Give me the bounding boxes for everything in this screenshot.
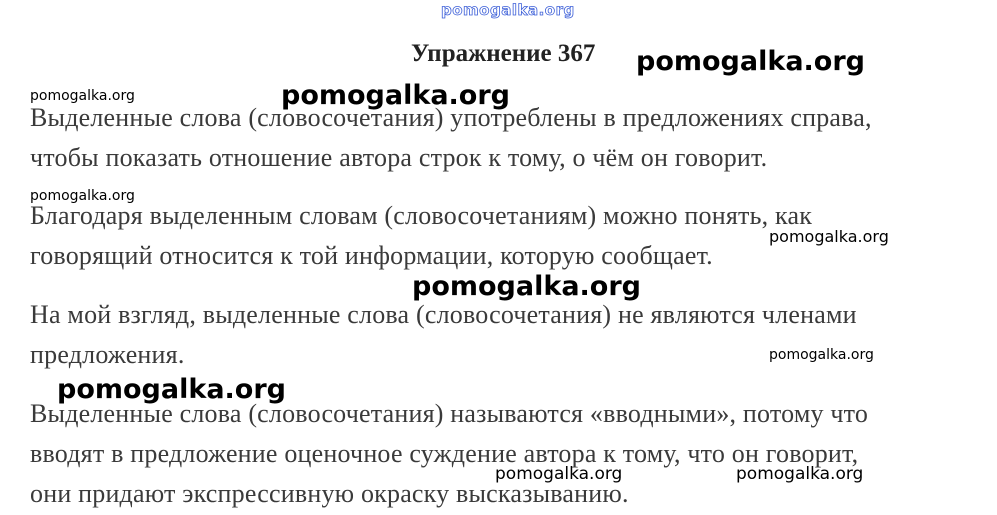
paragraph-1: [30, 98, 872, 178]
paragraph-line: они придают экспрессивную окраску высказыванию.: [30, 479, 629, 508]
paragraph-line: Благодаря выделенным словам (словосочетаниям) можно понять, как: [30, 201, 813, 230]
paragraph-line: Выделенные слова (словосочетания) называются «вводными», потому что: [30, 399, 869, 428]
top-watermark: pomogalka.org: [441, 1, 575, 19]
watermark-title-right: pomogalka.org: [636, 46, 865, 77]
watermark-bottom-2: pomogalka.org: [736, 464, 864, 484]
exercise-title: Упражнение 367: [411, 40, 596, 67]
watermark-big-2: pomogalka.org: [412, 271, 641, 302]
paragraph-line: вводят в предложение оценочное суждение автора к тому, что он говорит,: [30, 439, 859, 468]
paragraph-4: [30, 394, 868, 514]
paragraph-line: предложения.: [30, 340, 185, 369]
watermark-right-2: pomogalka.org: [769, 227, 889, 246]
paragraph-2: [30, 196, 812, 276]
watermark-big-1: pomogalka.org: [281, 80, 510, 111]
paragraph-line: говорящий относится к той информации, которую сообщает.: [30, 241, 713, 270]
watermark-big-3: pomogalka.org: [57, 374, 286, 405]
paragraph-line: чтобы показать отношение автора строк к тому, о чём он говорит.: [30, 143, 768, 172]
watermark-left-1: pomogalka.org: [30, 88, 135, 104]
paragraph-line: На мой взгляд, выделенные слова (словосочетания) не являются членами: [30, 300, 857, 329]
paragraph-line: Выделенные слова (словосочетания) употреблены в предложениях справа,: [30, 103, 872, 132]
paragraph-3: [30, 295, 857, 375]
watermark-left-2: pomogalka.org: [30, 188, 135, 204]
watermark-bottom-1: pomogalka.org: [495, 464, 623, 484]
watermark-right-3: pomogalka.org: [769, 347, 874, 363]
